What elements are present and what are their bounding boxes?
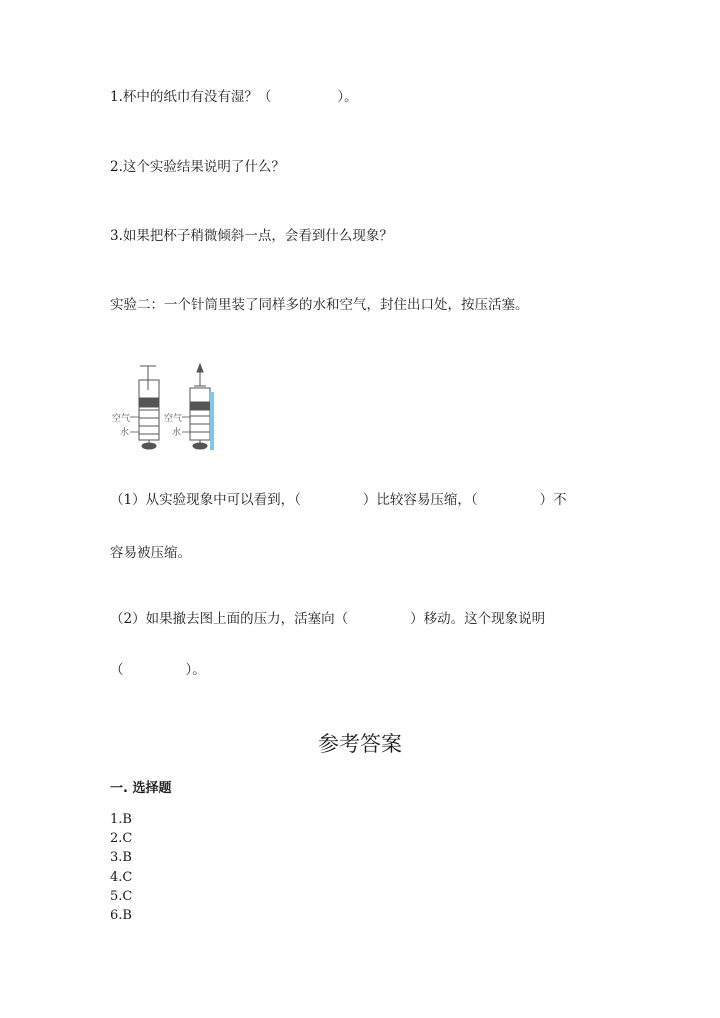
question-1-close: ）。 bbox=[337, 89, 358, 105]
experiment-2-intro: 实验二：一个针筒里装了同样多的水和空气，封住出口处，按压活塞。 bbox=[110, 297, 529, 313]
sub-question-2 bbox=[110, 610, 545, 628]
label-water-right: 水 bbox=[172, 428, 182, 438]
label-water-left: 水 bbox=[120, 428, 130, 438]
sub-question-2-close: ）。 bbox=[185, 662, 206, 678]
syringe-right bbox=[190, 364, 210, 449]
syringe-left bbox=[139, 366, 159, 449]
syringe-right-blue-bar bbox=[210, 392, 214, 450]
answer-key-title: 参考答案 bbox=[318, 732, 402, 756]
answer-item: 4.C bbox=[110, 869, 133, 885]
sub-question-1-part-c: ）不 bbox=[539, 492, 567, 508]
question-1 bbox=[110, 88, 358, 106]
sub-question-1 bbox=[110, 491, 567, 509]
answer-list bbox=[110, 810, 132, 925]
answer-section-title: 一. 选择题 bbox=[110, 781, 172, 796]
syringe-illustration bbox=[112, 360, 222, 455]
syringe-diagram bbox=[112, 360, 222, 455]
sub-question-1-part-a: （1）从实验现象中可以看到，（ bbox=[110, 492, 301, 508]
sub-question-2-open: （ bbox=[110, 662, 124, 678]
answer-item: 6.B bbox=[110, 908, 132, 924]
question-1-text: 1.杯中的纸巾有没有湿？（ bbox=[110, 89, 272, 105]
sub-question-2-part-a: （2）如果撤去图上面的压力，活塞向（ bbox=[110, 611, 349, 627]
sub-question-2-line-2 bbox=[110, 661, 206, 679]
label-air-right: 空气 bbox=[164, 414, 183, 424]
question-3: 3.如果把杯子稍微倾斜一点，会看到什么现象？ bbox=[110, 228, 393, 244]
sub-question-2-part-b: ）移动。这个现象说明 bbox=[410, 611, 546, 627]
label-air-left: 空气 bbox=[112, 414, 131, 424]
answer-item: 2.C bbox=[110, 831, 133, 847]
question-2: 2.这个实验结果说明了什么？ bbox=[110, 159, 285, 175]
sub-question-1-part-b: ）比较容易压缩，（ bbox=[362, 492, 478, 508]
answer-item: 3.B bbox=[110, 850, 132, 866]
answer-item: 5.C bbox=[110, 888, 133, 904]
sub-question-1-continuation: 容易被压缩。 bbox=[110, 545, 191, 561]
answer-item: 1.B bbox=[110, 812, 132, 827]
